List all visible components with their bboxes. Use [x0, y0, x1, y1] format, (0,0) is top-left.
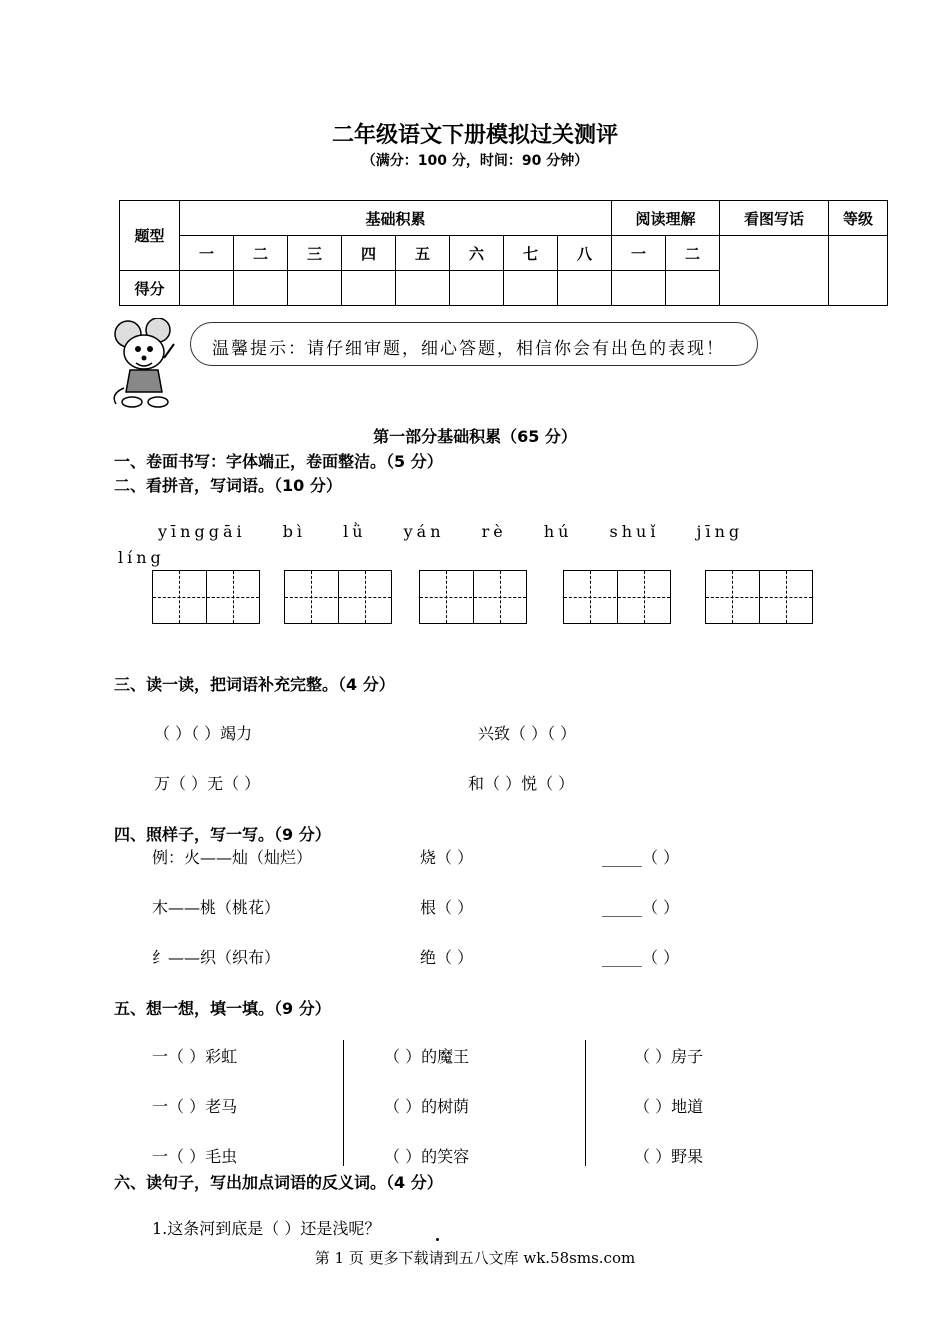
writing-score-cell[interactable] [720, 236, 829, 306]
q4-example: 木——桃（桃花） [152, 898, 281, 917]
writing-box[interactable] [152, 570, 260, 624]
q3-item: 兴致（ ）（ ） [478, 724, 577, 743]
question-1: 一、卷面书写：字体端正，卷面整洁。（5 分） [114, 452, 443, 471]
question-3: 三、读一读，把词语补充完整。（4 分） [114, 675, 395, 694]
basic-col-2: 二 [234, 236, 288, 271]
basic-col-4: 四 [342, 236, 396, 271]
writing-box[interactable] [563, 570, 671, 624]
q5-col2-item: （ ）的树荫 [384, 1097, 470, 1116]
group-reading: 阅读理解 [612, 201, 720, 236]
writing-box[interactable] [705, 570, 813, 624]
q5-col1-item: 一（ ）老马 [152, 1097, 238, 1116]
score-cell[interactable] [612, 271, 666, 306]
question-4: 四、照样子，写一写。（9 分） [114, 825, 331, 844]
mouse-mascot-icon [108, 318, 188, 410]
group-writing: 看图写话 [720, 201, 829, 236]
group-grade: 等级 [829, 201, 888, 236]
q5-col1-item: 一（ ）毛虫 [152, 1147, 238, 1166]
group-basic: 基础积累 [180, 201, 612, 236]
q6-item: 1.这条河到底是（ ）还是浅呢？ [152, 1219, 381, 1238]
score-cell[interactable] [180, 271, 234, 306]
question-6: 六、读句子，写出加点词语的反义词。（4 分） [114, 1173, 443, 1192]
q5-col1-item: 一（ ）彩虹 [152, 1047, 238, 1066]
pinyin-line-2: líng [118, 548, 165, 567]
q5-col2-item: （ ）的笑容 [384, 1147, 470, 1166]
basic-col-7: 七 [504, 236, 558, 271]
basic-col-6: 六 [450, 236, 504, 271]
writing-box[interactable] [284, 570, 392, 624]
q4-prompt: 烧（ ） [420, 848, 474, 867]
basic-col-1: 一 [180, 236, 234, 271]
score-cell[interactable] [234, 271, 288, 306]
page-subtitle: （满分：100 分，时间：90 分钟） [361, 153, 589, 169]
score-cell[interactable] [288, 271, 342, 306]
score-cell[interactable] [504, 271, 558, 306]
grade-score-cell[interactable] [829, 236, 888, 306]
q4-prompt: 根（ ） [420, 898, 474, 917]
score-cell[interactable] [342, 271, 396, 306]
q4-example: 例：火——灿（灿烂） [152, 848, 313, 867]
q4-prompt: 绝（ ） [420, 948, 474, 967]
question-2: 二、看拼音，写词语。（10 分） [114, 476, 342, 495]
basic-col-5: 五 [396, 236, 450, 271]
pinyin-line-1: yīnggāi bì lǜ yán rè hú shuǐ jīng [158, 522, 744, 541]
page-title: 二年级语文下册模拟过关测评 [331, 123, 618, 148]
reading-col-2: 二 [666, 236, 720, 271]
q4-blank[interactable]: _____（ ） [602, 948, 680, 967]
q4-blank[interactable]: _____（ ） [602, 898, 680, 917]
q3-item: 和（ ）悦（ ） [468, 774, 575, 793]
writing-box[interactable] [419, 570, 527, 624]
row-label-score: 得分 [120, 271, 180, 306]
q4-example: 纟——织（织布） [152, 948, 281, 967]
column-divider [585, 1040, 586, 1166]
q3-item: （ ）（ ）竭力 [154, 724, 253, 743]
part1-heading: 第一部分基础积累（65 分） [373, 427, 577, 446]
q5-col2-item: （ ）的魔王 [384, 1047, 470, 1066]
score-cell[interactable] [396, 271, 450, 306]
q5-col3-item: （ ）地道 [634, 1097, 704, 1116]
tip-text: 温馨提示：请仔细审题，细心答题，相信你会有出色的表现！ [212, 339, 725, 359]
score-table [119, 200, 888, 306]
q3-item: 万（ ）无（ ） [154, 774, 261, 793]
page-footer: 第 1 页 更多下载请到五八文库 wk.58sms.com [314, 1249, 636, 1267]
reading-col-1: 一 [612, 236, 666, 271]
emphasis-dot [436, 1238, 439, 1241]
score-cell[interactable] [558, 271, 612, 306]
row-label-type: 题型 [120, 201, 180, 271]
score-cell[interactable] [666, 271, 720, 306]
q5-col3-item: （ ）野果 [634, 1147, 704, 1166]
q4-blank[interactable]: _____（ ） [602, 848, 680, 867]
question-5: 五、想一想，填一填。（9 分） [114, 999, 331, 1018]
column-divider [343, 1040, 344, 1166]
q5-col3-item: （ ）房子 [634, 1047, 704, 1066]
score-cell[interactable] [450, 271, 504, 306]
basic-col-8: 八 [558, 236, 612, 271]
basic-col-3: 三 [288, 236, 342, 271]
